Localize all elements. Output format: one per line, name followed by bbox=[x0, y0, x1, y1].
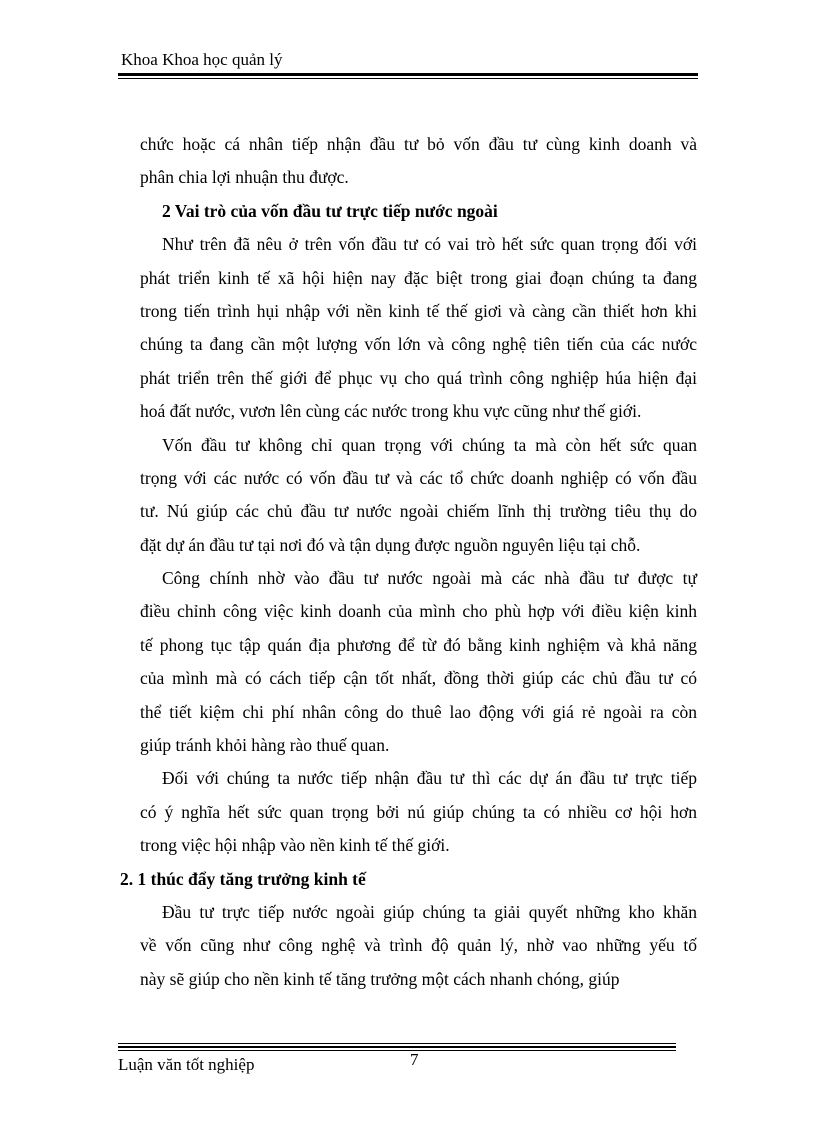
paragraph-line: tư. Nú giúp các chủ đầu tư nước ngoài chiếm lĩnh thị trường tiêu thụ do bbox=[140, 501, 697, 522]
section-heading: 2 Vai trò của vốn đầu tư trực tiếp nước ngoài bbox=[162, 200, 498, 221]
paragraph-line: đặt dự án đầu tư tại nơi đó và tận dụng được nguồn nguyên liệu tại chỗ. bbox=[140, 534, 641, 555]
paragraph-line: này sẽ giúp cho nền kinh tế tăng trưởng một cách nhanh chóng, giúp bbox=[140, 968, 620, 989]
paragraph-line: phát triển trên thế giới để phục vụ cho quá trình công nghiệp húa hiện đại bbox=[140, 367, 697, 388]
subsection-heading: 2. 1 thúc đẩy tăng trưởng kinh tế bbox=[120, 868, 366, 889]
paragraph-line: Vốn đầu tư không chỉ quan trọng với chúng ta mà còn hết sức quan bbox=[162, 434, 697, 455]
paragraph-line: trong việc hội nhập vào nền kinh tế thế giới. bbox=[140, 835, 450, 856]
paragraph-line: có ý nghĩa hết sức quan trọng bởi nú giúp chúng ta có nhiều cơ hội hơn bbox=[140, 801, 697, 822]
paragraph-line: Đầu tư trực tiếp nước ngoài giúp chúng ta giải quyết những kho khăn bbox=[162, 901, 697, 922]
paragraph-line: hoá đất nước, vươn lên cùng các nước trong khu vực cũng như thế giới. bbox=[140, 401, 642, 422]
footer-rule-middle bbox=[118, 1046, 676, 1048]
paragraph-line: của mình mà có cách tiếp cận tốt nhất, đồng thời giúp các chủ đầu tư có bbox=[140, 668, 697, 689]
paragraph-line: về vốn cũng như công nghệ và trình độ quản lý, nhờ vao những yếu tố bbox=[140, 935, 697, 956]
paragraph-line: phát triển kinh tế xã hội hiện nay đặc biệt trong giai đoạn chúng ta đang bbox=[140, 267, 697, 288]
paragraph-line: giúp tránh khỏi hàng rào thuế quan. bbox=[140, 735, 390, 756]
paragraph-line: trọng với các nước có vốn đầu tư và các tổ chức doanh nghiệp có vốn đầu bbox=[140, 467, 697, 488]
page-number: 7 bbox=[410, 1050, 419, 1069]
paragraph-line: Như trên đã nêu ở trên vốn đầu tư có vai trò hết sức quan trọng đối với bbox=[162, 234, 697, 255]
footer-rule-bottom bbox=[118, 1050, 676, 1051]
header-rule-thick bbox=[118, 73, 698, 76]
paragraph-line: tế phong tục tập quán địa phương để từ đó bằng kinh nghiệm và khả năng bbox=[140, 634, 697, 655]
paragraph-line: chúng ta đang cần một lượng vốn lớn và công nghệ tiên tiến của các nước bbox=[140, 334, 697, 355]
footer-title: Luận văn tốt nghiệp bbox=[118, 1055, 255, 1074]
paragraph-line: phân chia lợi nhuận thu được. bbox=[140, 167, 349, 188]
paragraph-line: Công chính nhờ vào đầu tư nước ngoài mà các nhà đầu tư được tự bbox=[162, 568, 697, 589]
footer-rule-top bbox=[118, 1043, 676, 1044]
body-text bbox=[120, 128, 697, 996]
paragraph-line: điều chỉnh công việc kinh doanh của mình cho phù hợp với điều kiện kinh bbox=[140, 601, 697, 622]
page-header-title: Khoa Khoa học quản lý bbox=[121, 50, 283, 69]
paragraph-line: Đối với chúng ta nước tiếp nhận đầu tư thì các dự án đầu tư trực tiếp bbox=[162, 768, 697, 789]
paragraph-line: chức hoặc cá nhân tiếp nhận đầu tư bỏ vốn đầu tư cùng kinh doanh và bbox=[140, 134, 697, 154]
paragraph-line: thể tiết kiệm chi phí nhân công do thuê lao động với giá rẻ ngoài ra còn bbox=[140, 701, 697, 722]
paragraph-line: trong tiến trình hụi nhập với nền kinh tế thế giơi và càng cần thiết hơn khi bbox=[140, 300, 697, 321]
header-rule-thin bbox=[118, 78, 698, 79]
